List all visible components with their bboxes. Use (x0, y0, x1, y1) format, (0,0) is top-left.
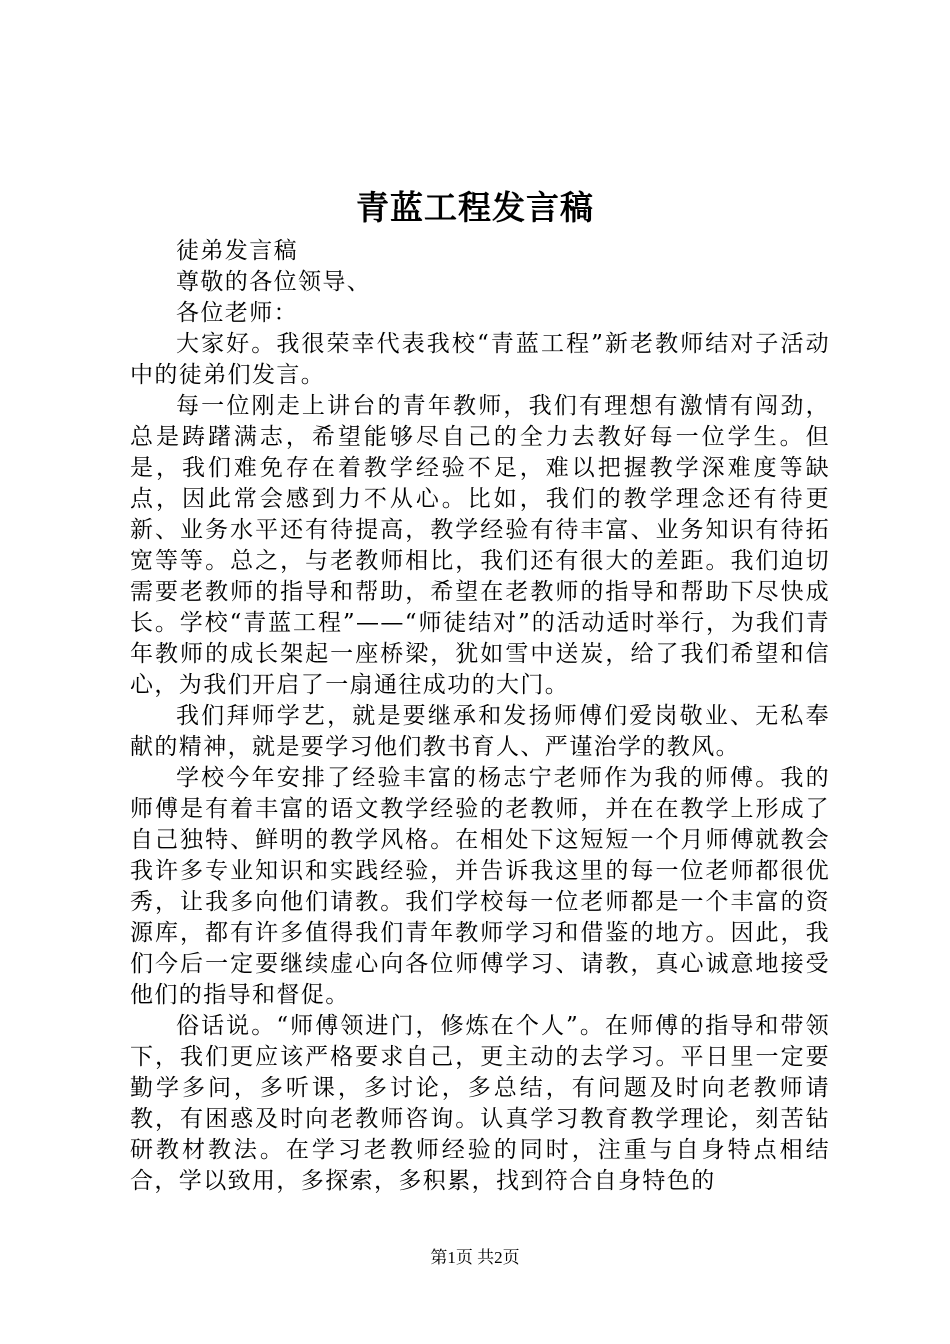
paragraph: 徒弟发言稿 (176, 238, 298, 264)
page-footer: 第1页 共2页 (430, 1248, 520, 1267)
paragraph: 大家好。我很荣幸代表我校“青蓝工程”新老教师结对子活动中的徒弟们发言。 (130, 331, 830, 388)
paragraph: 各位老师： (176, 300, 298, 326)
document-title: 青蓝工程发言稿 (356, 188, 594, 227)
paragraph: 尊敬的各位领导、 (176, 269, 372, 295)
paragraph: 我们拜师学艺，就是要继承和发扬师傅们爱岗敬业、无私奉献的精神，就是要学习他们教书育人、严谨治学的教风。 (130, 703, 830, 760)
paragraph: 每一位刚走上讲台的青年教师，我们有理想有激情有闯劲，总是踌躇满志，希望能够尽自己的全力去教好每一位学生。但是，我们难免存在着教学经验不足，难以把握教学深难度等缺点，因此常会感到力不从心。比如，我们的教学理念还有待更新、业务水平还有待提高，教学经验有待丰富、业务知识有待拓宽等等。总之，与老教师相比，我们还有很大的差距。我们迫切需要老教师的指导和帮助，希望在老教师的指导和帮助下尽快成长。学校“青蓝工程”——“师徒结对”的活动适时举行，为我们青年教师的成长架起一座桥梁，犹如雪中送炭，给了我们希望和信心，为我们开启了一扇通往成功的大门。 (130, 393, 830, 698)
paragraph: 俗话说。“师傅领进门，修炼在个人”。在师傅的指导和带领下，我们更应该严格要求自己，更主动的去学习。平日里一定要勤学多问，多听课，多讨论，多总结，有问题及时向老教师请教，有困惑及时向老教师咨询。认真学习教育教学理论，刻苦钻研教材教法。在学习老教师经验的同时，注重与自身特点相结合，学以致用，多探索，多积累，找到符合自身特色的 (130, 1013, 830, 1194)
document-body (130, 236, 830, 1197)
paragraph: 学校今年安排了经验丰富的杨志宁老师作为我的师傅。我的师傅是有着丰富的语文教学经验的老教师，并在在教学上形成了自己独特、鲜明的教学风格。在相处下这短短一个月师傅就教会我许多专业知识和实践经验，并告诉我这里的每一位老师都很优秀，让我多向他们请教。我们学校每一位老师都是一个丰富的资源库，都有许多值得我们青年教师学习和借鉴的地方。因此，我们今后一定要继续虚心向各位师傅学习、请教，真心诚意地接受他们的指导和督促。 (130, 765, 830, 1008)
